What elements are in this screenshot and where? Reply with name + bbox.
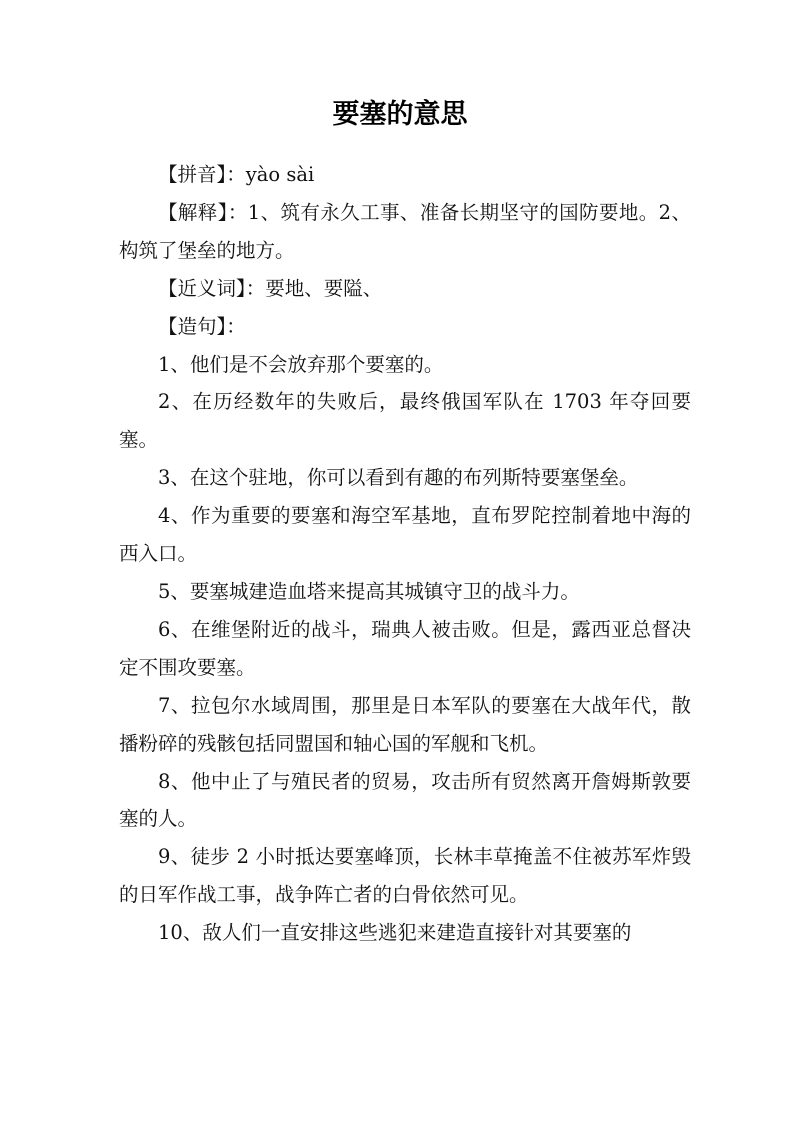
example-sentence: 7、拉包尔水域周围，那里是日本军队的要塞在大战年代，散播粉碎的残骸包括同盟国和轴心国的军舰和飞机。 — [119, 693, 691, 755]
example-sentence: 2、在历经数年的失败后，最终俄国军队在 1703 年夺回要塞。 — [119, 390, 691, 452]
example-sentences-heading: 【造句】： — [158, 314, 246, 338]
example-sentence: 10、敌人们一直安排这些逃犯来建造直接针对其要塞的 — [158, 921, 632, 945]
example-sentence: 8、他中止了与殖民者的贸易，攻击所有贸然离开詹姆斯敦要塞的人。 — [119, 769, 691, 831]
example-sentence: 3、在这个驻地，你可以看到有趣的布列斯特要塞堡垒。 — [158, 466, 639, 490]
example-sentence: 9、徒步 2 小时抵达要塞峰顶，长林丰草掩盖不住被苏军炸毁的日军作战工事，战争阵亡者的白骨依然可见。 — [119, 845, 691, 907]
definition-paragraph: 【解释】：1、筑有永久工事、准备长期坚守的国防要地。2、构筑了堡垒的地方。 — [119, 200, 691, 262]
example-sentence: 5、要塞城建造血塔来提高其城镇守卫的战斗力。 — [158, 579, 580, 603]
example-sentence: 6、在维堡附近的战斗，瑞典人被击败。但是，露西亚总督决定不围攻要塞。 — [119, 617, 691, 679]
page-title: 要塞的意思 — [332, 99, 468, 130]
example-sentence: 4、作为重要的要塞和海空军基地，直布罗陀控制着地中海的西入口。 — [119, 504, 691, 566]
document-body — [119, 156, 691, 952]
synonyms-paragraph: 【近义词】：要地、要隘、 — [158, 276, 383, 300]
example-sentence: 1、他们是不会放弃那个要塞的。 — [158, 352, 444, 376]
pinyin-paragraph: 【拼音】：yào sài — [158, 163, 315, 186]
